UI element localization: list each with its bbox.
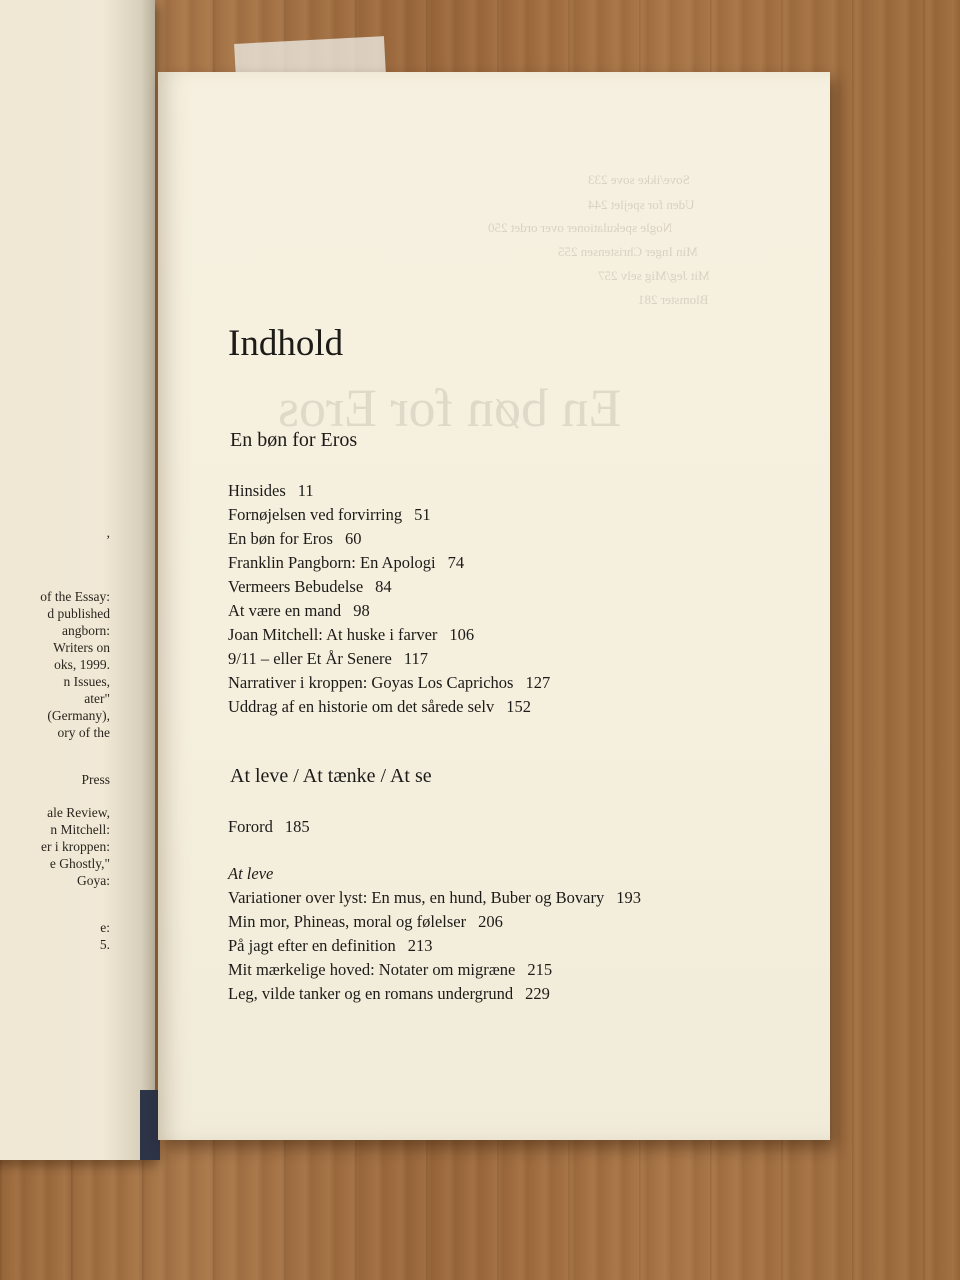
left-line: ory of the	[57, 725, 110, 740]
section-heading: En bøn for Eros	[230, 429, 358, 451]
left-line: Writers on	[53, 640, 110, 655]
toc-entry	[228, 577, 392, 597]
toc-entry	[228, 673, 550, 693]
left-line: er i kroppen:	[41, 839, 110, 854]
book-cover-edge	[140, 1090, 160, 1160]
show-through-text: Sove/ikke sove 233	[588, 172, 690, 187]
toc-entry-page: 193	[616, 888, 641, 907]
subsection-heading: At leve	[228, 864, 274, 883]
left-line: n Mitchell:	[50, 822, 110, 837]
show-through-text: Nogle spekulationer over ordet 250	[488, 220, 673, 235]
left-line: 5.	[99, 937, 110, 952]
toc-entry	[228, 601, 370, 621]
left-line: ,	[106, 525, 110, 540]
show-through-text: Uden for spejlet 244	[588, 197, 695, 212]
left-page	[0, 0, 155, 1160]
left-line: Press	[81, 772, 110, 787]
toc-entry-page: 51	[414, 505, 431, 524]
toc-entry-page: 229	[525, 984, 550, 1003]
toc-entry-page: 117	[403, 649, 429, 668]
toc-entry-title: Min mor, Phineas, moral og følelser	[228, 912, 467, 931]
left-line: (Germany),	[47, 708, 110, 723]
toc-entry-page: 74	[447, 553, 465, 572]
section-heading: At leve / At tænke / At se	[230, 765, 432, 787]
toc-entry-title: At være en mand	[228, 601, 342, 620]
left-line: ater"	[84, 691, 110, 706]
toc-entry-title: Franklin Pangborn: En Apologi	[228, 553, 436, 572]
toc-entry-page: 206	[478, 912, 503, 931]
page-title: Indhold	[228, 323, 344, 364]
toc-entry-title: På jagt efter en definition	[228, 936, 396, 955]
toc-entry	[228, 960, 552, 980]
toc-entry-page: 127	[525, 673, 551, 692]
left-line: n Issues,	[63, 674, 110, 689]
toc-entry	[228, 553, 464, 573]
toc-entry	[228, 912, 503, 932]
toc-entry-title: Vermeers Bebudelse	[228, 577, 364, 596]
left-line: angborn:	[62, 623, 110, 638]
toc-entry-page: 84	[375, 577, 392, 596]
toc-entry	[228, 529, 361, 549]
toc-entry-page: 213	[407, 936, 433, 955]
left-line: e Ghostly,"	[49, 856, 110, 871]
toc-entry-title: Fornøjelsen ved forvirring	[228, 505, 403, 524]
toc-entry-page: 98	[353, 601, 370, 620]
left-line: ale Review,	[47, 805, 110, 820]
toc-entry-page: 152	[506, 697, 531, 716]
toc-entry-title: Mit mærkelige hoved: Notater om migræne	[228, 960, 516, 979]
toc-entry	[228, 817, 310, 837]
toc-entry-page: 106	[449, 625, 475, 644]
toc-entry	[228, 984, 550, 1004]
left-line: of the Essay:	[40, 589, 110, 604]
show-through-text: Min Inger Christensen 255	[558, 244, 698, 259]
toc-entry	[228, 505, 431, 525]
toc-entry-title: En bøn for Eros	[228, 529, 333, 548]
toc-entry-title: Hinsides	[228, 481, 286, 500]
left-line: d published	[47, 606, 110, 621]
toc-entry-title: Leg, vilde tanker og en romans undergrund	[228, 984, 514, 1003]
toc-entry	[228, 888, 641, 908]
left-line: e:	[100, 920, 110, 935]
show-through-text: Mit Jeg/Mig selv 257	[598, 268, 710, 283]
show-through-heading: En bøn for Eros	[278, 378, 622, 438]
toc-entry	[228, 649, 428, 669]
toc-entry-title: Uddrag af en historie om det sårede selv	[228, 697, 495, 716]
left-line: oks, 1999.	[54, 657, 110, 672]
toc-entry-title: Forord	[228, 817, 273, 836]
toc-entry	[228, 481, 314, 501]
toc-entry-page: 60	[344, 529, 362, 548]
toc-entry-title: 9/11 – eller Et År Senere	[228, 649, 392, 668]
toc-entry-title: Variationer over lyst: En mus, en hund, Buber og Bovary	[228, 888, 605, 907]
toc-entry	[228, 936, 432, 956]
toc-entry-title: Joan Mitchell: At huske i farver	[228, 625, 438, 644]
toc-entry	[228, 625, 474, 645]
toc-entry-title: Narrativer i kroppen: Goyas Los Caprichos	[228, 673, 514, 692]
toc-entry-page: 215	[527, 960, 553, 979]
toc-entry-page: 185	[284, 817, 310, 836]
show-through-text: Blomster 281	[638, 292, 709, 307]
left-line: Goya:	[77, 873, 110, 888]
toc-entry-page: 11	[297, 481, 314, 500]
toc-entry	[228, 697, 531, 717]
